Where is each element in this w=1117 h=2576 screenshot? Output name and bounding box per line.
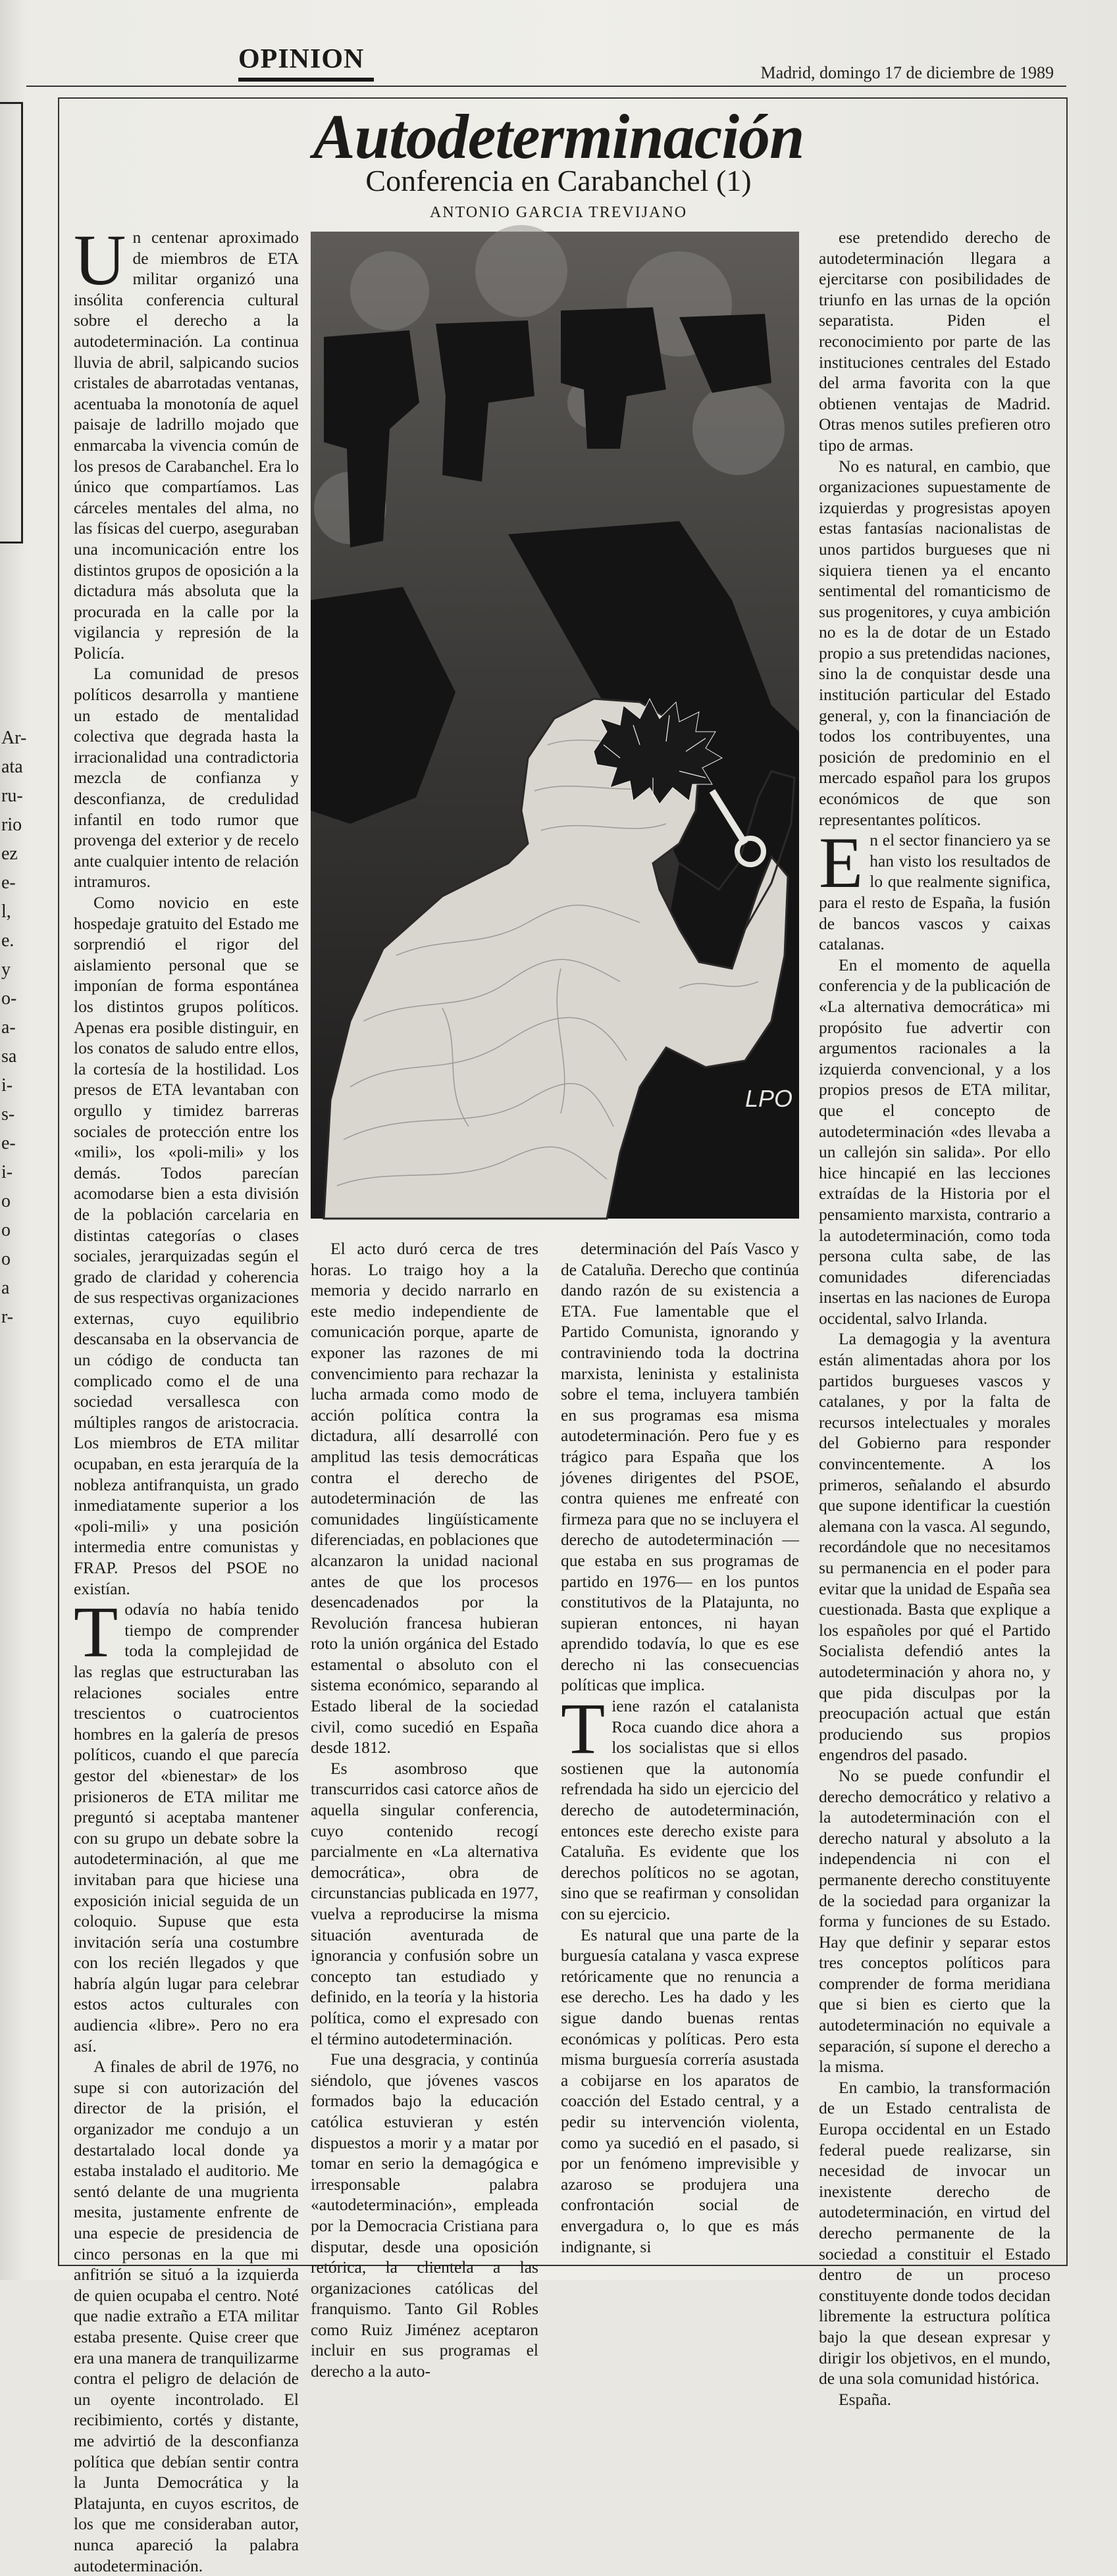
paragraph: El acto duró cerca de tres horas. Lo traigo hoy a la memoria y decido narrarlo en este medio independiente de comunicación porque, aparte de exponer las razones de mi convencimiento para rechazar la lucha armada como modo de acción política contra la dictadura, allí desarrollé con amplitud las tesis democráticas contra el derecho de autodeterminación de las comunidades lingüísticamente diferenciadas, en poblaciones que alcanzaron la unidad nacional antes de que los procesos desencadenados por la Revolución francesa hubieran roto la unión orgánica del Estado estamental o absoluto con el sistema económico, separando al Estado liberal de la sociedad civil, como sucedió en España desde 1812. bbox=[311, 1239, 538, 1757]
paragraph: La comunidad de presos políticos desarrolla y mantiene un estado de mentalidad colectiva que degrada hasta la irracionalidad una contradictoria mezcla de confianza y desconfianza, de credulidad infantil en todo rumor que provenga del exterior y de recelo ante cualquier intento de relación intramuros. bbox=[74, 664, 299, 892]
previous-page-fragment: a bbox=[1, 1278, 10, 1298]
paragraph: España. bbox=[839, 2389, 892, 2409]
article-column-3 bbox=[561, 1238, 799, 2256]
paragraph: Un centenar aproximado de miembros de ETA militar organizó una insólita conferencia cultural sobre el derecho a la autodeterminación. La continua lluvia de abril, salpicando sucios cristales de abarrotadas ventanas, acentuaba la monotonía de aquel paisaje de ladrillo mojado que enmarcaba la vivencia común de los presos de Carabanchel. Era lo único que compartíamos. Las cárceles mentales del alma, no las físicas del cuerpo, aseguraban una incomunicación entre los distintos grupos de oposición a la dictadura más absoluta que la procurada en la calle por la vigilancia y represión de la Policía. bbox=[74, 220, 299, 663]
paragraph: No se puede confundir el derecho democrático y relativo a la autodeterminación con el derecho natural y absoluto a la independencia ni con el permanente derecho constituyente de la sociedad para organizar la forma y funciones de su Estado. Hay que definir y separar estos tres conceptos políticos para comprender de forma meridiana que si bien es cierto que la autodeterminación no equivale a separación, sí supone el derecho a la misma. bbox=[819, 1765, 1051, 2077]
paragraph: En cambio, la transformación de un Estado centralista de Europa occidental en un Estado federal puede realizarse, sin necesidad de invocar un inexistente derecho de autodeterminación, en virtud del derecho permanente de la sociedad a constituir el Estado dentro de un proceso constituyente donde todos decidan libremente la estructura política bajo la que desean expresar y dirigir los objetivos, en el mundo, de una sola comunidad histórica. bbox=[819, 2077, 1051, 2388]
previous-page-fragment: sa bbox=[1, 1046, 17, 1067]
dateline: Madrid, domingo 17 de diciembre de 1989 bbox=[760, 63, 1054, 82]
paragraph: Como novicio en este hospedaje gratuito del Estado me sorprendió el rigor del aislamiento personal que se imponían de forma espontánea los distintos grupos políticos. Apenas era posible distinguir, en los conatos de saludo entre ellos, la cortesía de la hostilidad. Los presos de ETA levantaban con orgullo y timidez barreras sociales de protección entre los «mili», los «poli-mili» y los demás. Todos parecían acomodarse bien a esta división de la población carcelaria en distintas categorías o clases sociales, jerarquizadas según el grado de claridad y coherencia de sus respectivas organizaciones externas, cuyo equilibrio descansaba en la observancia de un código de conducta tan complicado como el de una sociedad versallesca con múltiples rangos de aristocracia. Los miembros de ETA militar ocupaban, en esta jerarquía de la nobleza antifranquista, un grado inmediatamente superior a los «poli-mili» y una posición intermedia entre comunistas y FRAP. Presos del PSOE no existían. bbox=[74, 893, 299, 1598]
paragraph: determinación del País Vasco y de Cataluña. Derecho que continúa dando razón de su existencia a ETA. Fue lamentable que el Partido Comunista, ignorando y contraviniendo toda la doctrina marxista, leninista y estalinista sobre el tema, incluyera también en sus programas esa misma autodeterminación. Pero fue y es trágico para España que los jóvenes dirigentes del PSOE, contra quienes me enfreaté con firmeza para que no se incluyera el derecho de autodeterminación —que estaba en sus programas de partido en 1976— en los puntos constitutivos de la Platajunta, no supieran entonces, ni hayan aprendido todavía, lo que es ese derecho ni las consecuencias políticas que implica. bbox=[561, 1239, 799, 1695]
previous-page-fragment: i- bbox=[1, 1075, 13, 1096]
previous-page-fragment: a- bbox=[1, 1017, 16, 1038]
previous-page-fragment: o bbox=[1, 1249, 11, 1269]
previous-page-fragment: s- bbox=[1, 1104, 15, 1124]
paragraph: Fue una desgracia, y continúa siéndolo, que jóvenes vascos formados bajo la educación católica estuvieran y estén dispuestos a morir y a matar por tomar en serio la demagógica e irresponsable palabra «autodeterminación», empleada por la Democracia Cristiana para disputar, desde una oposición retórica, la clientela a las organizaciones católicas del franquismo. Tanto Gil Robles como Ruiz Jiménez aceptaron incluir en sus programas el derecho a la auto- bbox=[311, 2050, 538, 2381]
previous-page-fragment: e. bbox=[1, 930, 14, 951]
paragraph: Es asombroso que transcurridos casi catorce años de aquella singular conferencia, cuyo contenido recogí parcialmente en «La alternativa democrática», obra de circunstancias publicada en 1977, vuelva a reproducirse la misma situación aventurada de ignorancia y confusión sobre un concepto tan estudiado y definido, en la teoría y la historia política, como el expresado con el término autodeterminación. bbox=[311, 1758, 538, 2048]
previous-page-fragment: e- bbox=[1, 872, 16, 893]
previous-page-fragment: o bbox=[1, 1220, 11, 1240]
paragraph: No es natural, en cambio, que organizaciones supuestamente de izquierdas y progresistas apoyen estas fantasías nacionalistas de unos partidos burgueses que ni siquiera tienen ya el encanto sentimental del romanticismo de sus progenitores, y cuya ambición no es la de dotar de un Estado propio a sus pretendidas naciones, sino la de conquistar desde una institución particular del Estado general, y, con la financiación de todos los contribuyentes, una posición de predominio en el mercado español para los grupos económicos de que son representantes políticos. bbox=[819, 456, 1051, 829]
paragraph: La demagogia y la aventura están alimentadas ahora por los partidos burgueses vascos y catalanes, y por la falta de recursos intelectuales y morales del Gobierno para responder convincentemente. A los primeros, señalando el absurdo que supone identificar la cuestión alemana con la vasca. Al segundo, recordándole que no necesitamos su permanencia en el poder para evitar que la unidad de España sea cuestionada. Basta que explique a los españoles por qué el Partido Socialista defendió antes la autodeterminación y ahora no, y que pida disculpas por la preocupación actual que están produciendo sus propios engendros del pasado. bbox=[819, 1329, 1051, 1765]
previous-page-sliver bbox=[0, 95, 27, 2267]
article-column-1 bbox=[74, 220, 299, 2575]
paragraph: En el sector financiero ya se han visto los resultados de lo que realmente significa, para el resto de España, la fusión de bancos vascos y caixas catalanas. bbox=[819, 822, 1051, 954]
paragraph: Tiene razón el catalanista Roca cuando dice ahora a los socialistas que si ellos sostienen que la autonomía refrendada ha sido un ejercicio del derecho de autodeterminación, entonces este derecho existe para Cataluña. Es evidente que los derechos políticos no se agotan, sino que se reafirman y consolidan con su ejercicio. bbox=[561, 1688, 799, 1923]
previous-page-fragment: l, bbox=[1, 901, 11, 922]
prisoner-illustration bbox=[311, 232, 799, 1219]
previous-page-fragment: rio bbox=[1, 815, 22, 835]
paragraph: A finales de abril de 1976, no supe si con autorización del director de la prisión, el organizador me condujo a un destartalado local donde ya estaba instalado el auditorio. Me sentó delante de una mugrienta mesita, justamente enfrente de una especie de presidencia de cinco personas en la que mi anfitrión se situó a la izquierda de quien ocupaba el centro. Noté que nadie extraño a ETA militar estaba presente. Quise creer que era una manera de tranquilizarme contra el peligro de delación de un oyente incontrolado. El recibimiento, cortés y distante, me advirtió de la desconfianza política que debían sentir contra la Junta Democrática y la Platajunta, en cuyos escritos, de los que me consideraban autor, nunca apareció la palabra autodeterminación. bbox=[74, 2057, 299, 2575]
previous-page-fragment: y bbox=[1, 959, 11, 980]
paragraph: ese pretendido derecho de autodeterminación llegara a ejercitarse con posibilidades de triunfo en las urnas de la opción separatista. Piden el reconocimiento por parte de las instituciones centrales del Estado del arma favorita con la que obtienen ventajas de Madrid. Otras menos sutiles prefieren otro tipo de armas. bbox=[819, 228, 1051, 455]
previous-page-fragment: ru- bbox=[1, 786, 23, 806]
paragraph: En el momento de aquella conferencia y de la publicación de «La alternativa democrática» mi propósito fue advertir con argumentos racionales a la izquierda convencional, y a los propios presos de ETA militar, que el concepto de autodeterminación «des llevaba a un callejón sin salida». Por ello hice hincapié en las lecciones extraídas de la Historia por el pensamiento marxista, contrario a la autodeterminación, como toda persona culta sabe, de las comunidades diferenciadas insertas en las naciones de Europa occidental, salvo Irlanda. bbox=[819, 955, 1051, 1328]
previous-page-fragment: ez bbox=[1, 844, 18, 864]
header-rule bbox=[26, 86, 1066, 87]
section-label: OPINION bbox=[238, 44, 365, 74]
previous-page-fragment: o bbox=[1, 1191, 11, 1211]
previous-page-fragment: Ar- bbox=[1, 728, 27, 748]
article-column-4 bbox=[819, 227, 1051, 2409]
previous-page-fragment: ata bbox=[1, 757, 23, 777]
headline: Autodeterminación bbox=[313, 101, 804, 172]
illustration-signature: LPO bbox=[745, 1085, 793, 1112]
previous-page-fragment: i- bbox=[1, 1162, 13, 1182]
previous-page-fragment: o- bbox=[1, 988, 17, 1009]
author-byline: ANTONIO GARCIA TREVIJANO bbox=[429, 204, 688, 221]
section-rule bbox=[238, 78, 374, 82]
previous-page-fragment: e- bbox=[1, 1133, 16, 1153]
previous-page-fragment: r- bbox=[1, 1307, 14, 1327]
paragraph: Es natural que una parte de la burguesía catalana y vasca exprese retóricamente que no renuncia a ese derecho. Les ha dado y les sigue dando buenas rentas económicas y políticas. Pero esta misma burguesía correría asustada a cobijarse en los aparatos de coacción del Estado central, y a pedir su intervención violenta, como ya sucedió en el pasado, si por un fenómeno imprevisible y azaroso se produjera una confrontación social de envergadura o, lo que es más indignante, si bbox=[561, 1925, 799, 2256]
paragraph: Todavía no había tenido tiempo de comprender toda la complejidad de las reglas que estructuraban las relaciones sociales entre trescientos o cuatrocientos hombres en la galería de presos políticos, cuando el que parecía gestor del «bienestar» de los prisioneros de ETA militar me preguntó si aceptaba mantener con su grupo un debate sobre la autodeterminación, al que me invitaban para que hiciese una exposición inicial seguida de un coloquio. Supuse que esta invitación sería una costumbre con los recién llegados y que habría algún lugar para celebrar estos actos culturales con audiencia «libre». Pero no era así. bbox=[74, 1592, 299, 2056]
article-column-2 bbox=[311, 1238, 538, 2381]
subheadline: Conferencia en Carabanchel (1) bbox=[365, 164, 752, 197]
